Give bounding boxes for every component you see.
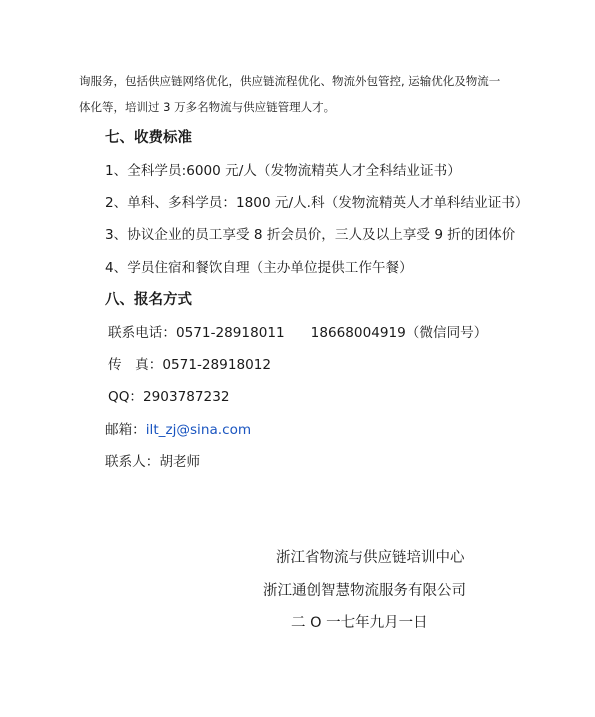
- intro-line-2: 体化等，培训过 3 万多名物流与供应链管理人才。: [79, 100, 336, 114]
- contact-name: 胡老师: [159, 454, 201, 470]
- contact-row: [105, 450, 200, 470]
- signature-org-1: 浙江省物流与供应链培训中心: [276, 550, 465, 566]
- qq-number: 2903787232: [143, 389, 230, 405]
- fax-row: [108, 353, 271, 373]
- qq-row: [108, 385, 230, 405]
- email-label: 邮箱：: [105, 422, 146, 438]
- contact-label: 联系人：: [105, 454, 160, 470]
- email-link[interactable]: ilt_zj@sina.com: [145, 422, 252, 438]
- fee-item-4: 4、学员住宿和餐饮自理（主办单位提供工作午餐）: [105, 260, 413, 276]
- signature-date: 二 O 一七年九月一日: [291, 615, 428, 631]
- section-heading-fees: 七、收费标准: [105, 130, 192, 146]
- intro-line-1: 询服务，包括供应链网络优化，供应链流程优化、物流外包管控, 运输优化及物流一: [79, 74, 501, 88]
- phone-number-1: 0571-28918011: [175, 325, 285, 341]
- fax-label: 传 真：: [108, 357, 163, 373]
- signature-org-2: 浙江通创智慧物流服务有限公司: [263, 583, 466, 599]
- fee-item-1: 1、全科学员:6000 元/人（发物流精英人才全科结业证书）: [105, 163, 461, 179]
- qq-label: QQ：: [108, 389, 143, 405]
- fee-item-3: 3、协议企业的员工享受 8 折会员价，三人及以上享受 9 折的团体价: [105, 227, 516, 243]
- phone-label: 联系电话：: [108, 325, 176, 341]
- fax-number: 0571-28918012: [162, 357, 272, 373]
- email-row: [105, 418, 251, 438]
- phone-row: [108, 321, 487, 341]
- phone-number-2: 18668004919（微信同号）: [310, 325, 488, 341]
- section-heading-registration: 八、报名方式: [105, 292, 192, 308]
- fee-item-2: 2、单科、多科学员：1800 元/人.科（发物流精英人才单科结业证书）: [105, 195, 529, 211]
